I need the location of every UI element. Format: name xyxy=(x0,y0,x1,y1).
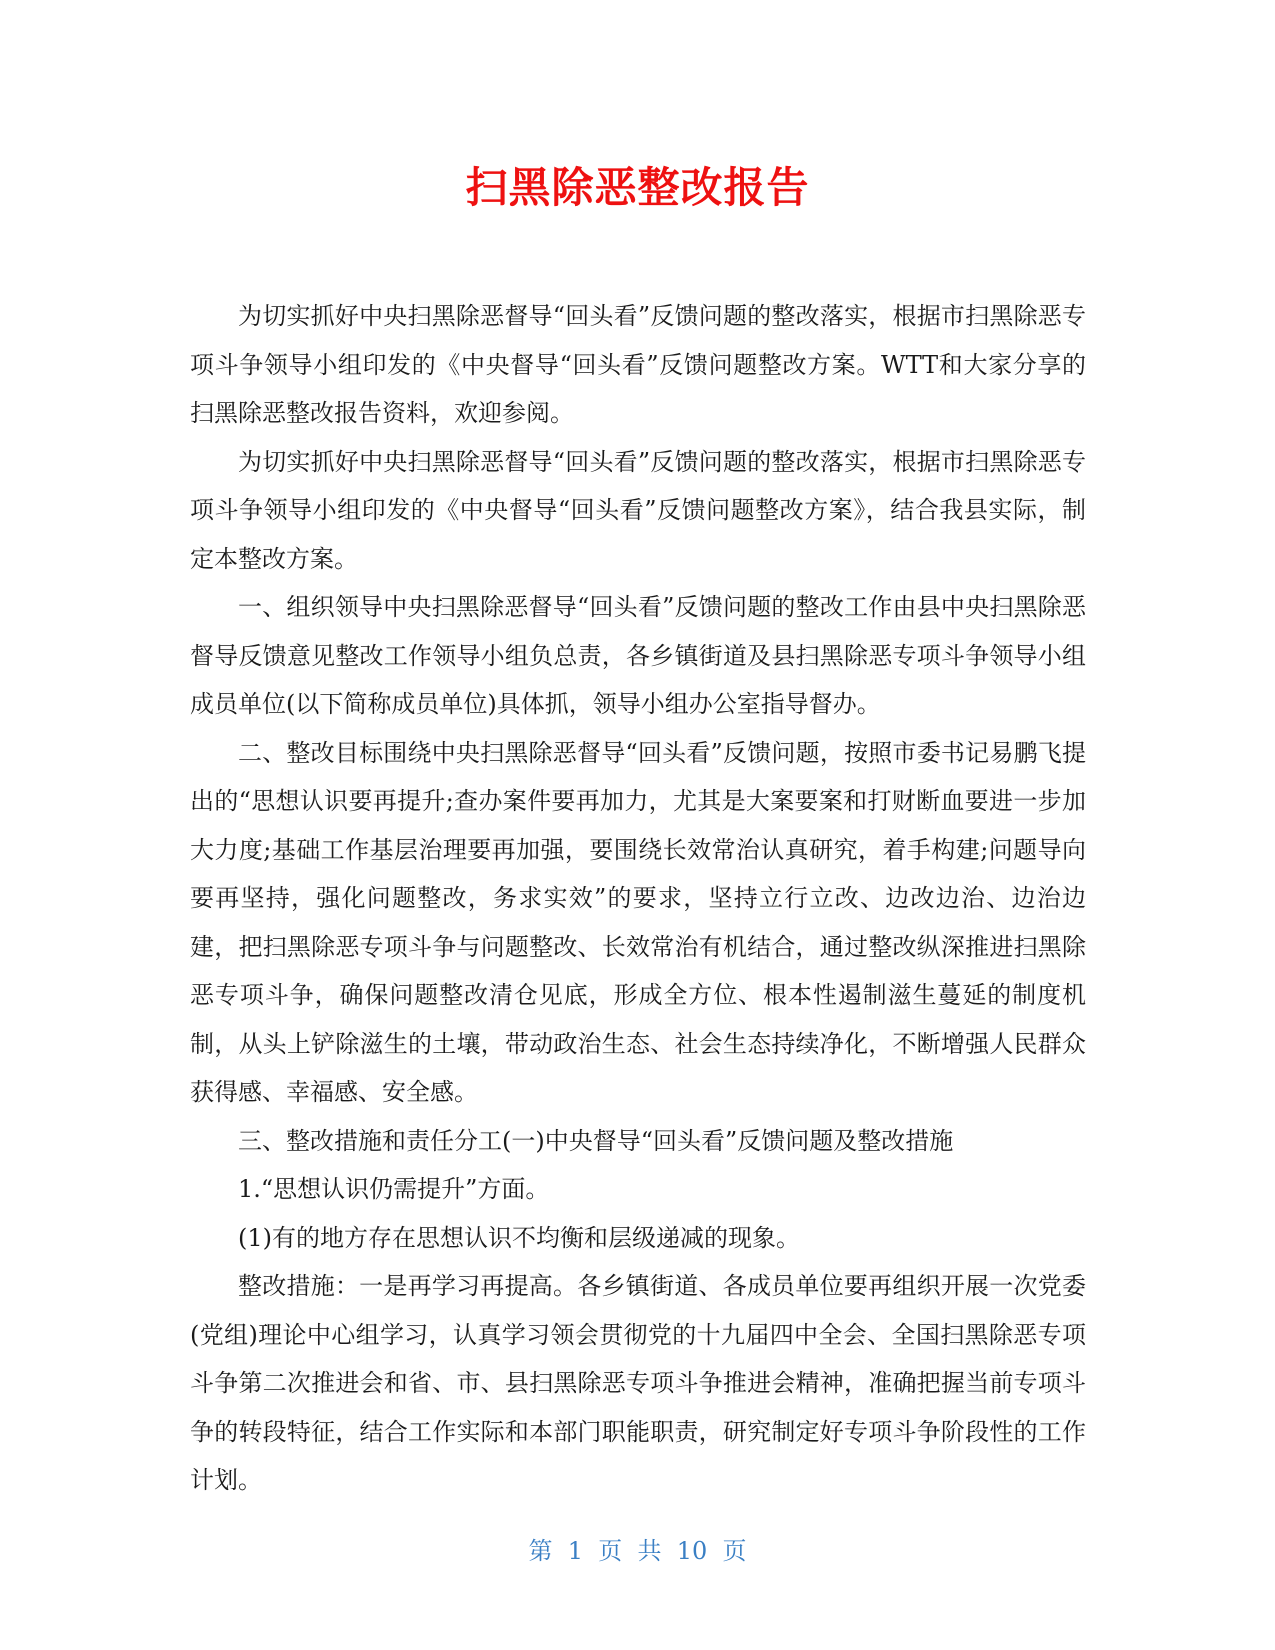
paragraph-item-1: 1.“思想认识仍需提升”方面。 xyxy=(238,1175,550,1203)
paragraph-measures-detail: 整改措施：一是再学习再提高。各乡镇街道、各成员单位要再组织开展一次党委(党组)理论中心组学习，认真学习领会贯彻党的十九届四中全会、全国扫黑除恶专项斗争第二次推进会和省、市、县扫黑除恶专项斗争推进会精神，准确把握当前专项斗争的转段特征，结合工作实际和本部门职能职责，研究制定好专项斗争阶段性的工作计划。 xyxy=(190,1272,1086,1494)
paragraph-purpose: 为切实抓好中央扫黑除恶督导“回头看”反馈问题的整改落实，根据市扫黑除恶专项斗争领导小组印发的《中央督导“回头看”反馈问题整改方案》，结合我县实际，制定本整改方案。 xyxy=(190,447,1086,573)
page-number-footer: 第 1 页 共 10 页 xyxy=(528,1537,747,1565)
document-body xyxy=(190,292,1086,1505)
paragraph-measures-heading: 三、整改措施和责任分工(一)中央督导“回头看”反馈问题及整改措施 xyxy=(238,1126,954,1155)
paragraph-item-1-1: (1)有的地方存在思想认识不均衡和层级递减的现象。 xyxy=(238,1223,800,1252)
paragraph-intro: 为切实抓好中央扫黑除恶督导“回头看”反馈问题的整改落实，根据市扫黑除恶专项斗争领导小组印发的《中央督导“回头看”反馈问题整改方案。WTT和大家分享的扫黑除恶整改报告资料，欢迎参阅。 xyxy=(190,302,1086,427)
document-title: 扫黑除恶整改报告 xyxy=(465,163,810,212)
paragraph-organization: 一、组织领导中央扫黑除恶督导“回头看”反馈问题的整改工作由县中央扫黑除恶督导反馈意见整改工作领导小组负总责，各乡镇街道及县扫黑除恶专项斗争领导小组成员单位(以下简称成员单位)具体抓，领导小组办公室指导督办。 xyxy=(190,593,1086,718)
paragraph-goals: 二、整改目标围绕中央扫黑除恶督导“回头看”反馈问题，按照市委书记易鹏飞提出的“思想认识要再提升;查办案件要再加力，尤其是大案要案和打财断血要进一步加大力度;基础工作基层治理要再加强，要围绕长效常治认真研究，着手构建;问题导向要再坚持，强化问题整改，务求实效”的要求，坚持立行立改、边改边治、边治边建，把扫黑除恶专项斗争与问题整改、长效常治有机结合，通过整改纵深推进扫黑除恶专项斗争，确保问题整改清仓见底，形成全方位、根本性遏制滋生蔓延的制度机制，从头上铲除滋生的土壤，带动政治生态、社会生态持续净化，不断增强人民群众获得感、幸福感、安全感。 xyxy=(190,738,1086,1106)
